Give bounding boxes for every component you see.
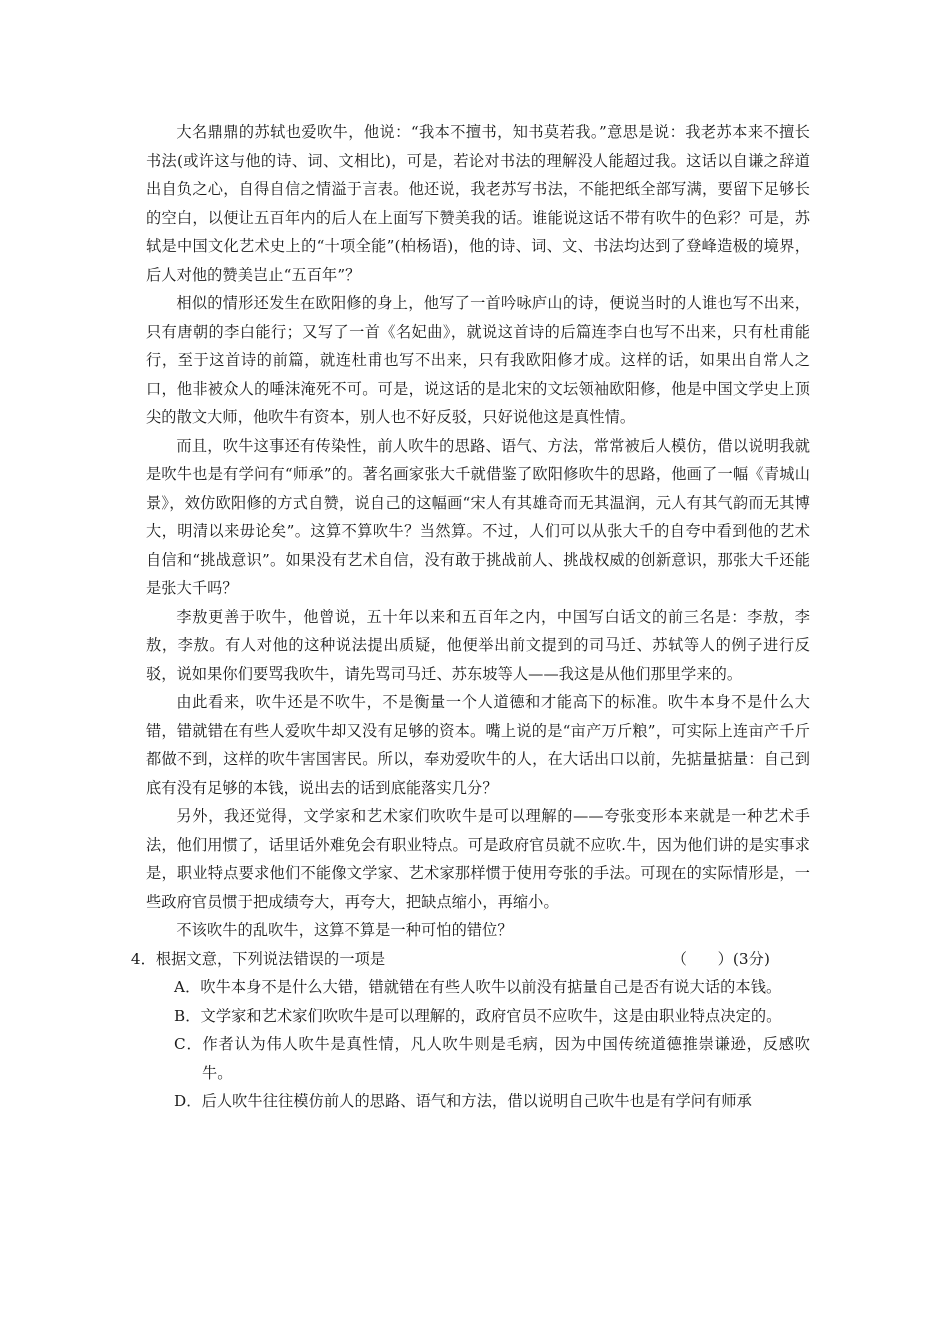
option-b: B．文学家和艺术家们吹吹牛是可以理解的，政府官员不应吹牛，这是由职业特点决定的。	[174, 1006, 782, 1025]
question-stem-row	[130, 945, 810, 974]
paragraph-4: 李敖更善于吹牛，他曾说，五十年以来和五百年之内，中国写白话文的前三名是：李敖，李敖，李敖。有人对他的这种说法提出质疑，他便举出前文提到的司马迁、苏轼等人的例子进行反驳，说如果你们要骂我吹牛，请先骂司马迁、苏东坡等人——我这是从他们那里学来的。	[146, 607, 810, 683]
paragraph-2: 相似的情形还发生在欧阳修的身上，他写了一首吟咏庐山的诗，便说当时的人谁也写不出来，只有唐朝的李白能行；又写了一首《名妃曲》，就说这首诗的后篇连李白也写不出来，只有杜甫能行，至于这首诗的前篇，就连杜甫也写不出来，只有我欧阳修才成。这样的话，如果出自常人之口，他非被众人的唾沫淹死不可。可是，说这话的是北宋的文坛领袖欧阳修，他是中国文学史上顶尖的散文大师，他吹牛有资本，别人也不好反驳，只好说他这是真性情。	[146, 294, 810, 426]
paragraph-5: 由此看来，吹牛还是不吹牛，不是衡量一个人道德和才能高下的标准。吹牛本身不是什么大错，错就错在有些人爱吹牛却又没有足够的资本。嘴上说的是“亩产万斤粮”，可实际上连亩产千斤都做不到，这样的吹牛害国害民。所以，奉劝爱吹牛的人，在大话出口以前，先掂量掂量：自己到底有没有足够的本钱，说出去的话到底能落实几分？	[146, 693, 810, 797]
option-c: C．作者认为伟人吹牛是真性情，凡人吹牛则是毛病，因为中国传统道德推崇谦逊，反感吹牛。	[174, 1035, 810, 1082]
paragraph-1: 大名鼎鼎的苏轼也爱吹牛，他说：“我本不擅书，知书莫若我。”意思是说：我老苏本来不擅长书法(或许这与他的诗、词、文相比)，可是，若论对书法的理解没人能超过我。这话以自谦之辞道出自负之心，自得自信之情溢于言表。他还说，我老苏写书法，不能把纸全部写满，要留下足够长的空白，以便让五百年内的后人在上面写下赞美我的话。谁能说这话不带有吹牛的色彩？可是，苏轼是中国文化艺术史上的“十项全能”(柏杨语)，他的诗、词、文、书法均达到了登峰造极的境界，后人对他的赞美岂止“五百年”？	[146, 123, 810, 284]
paragraph-6: 另外，我还觉得，文学家和艺术家们吹吹牛是可以理解的——夸张变形本来就是一种艺术手法，他们用惯了，话里话外难免会有职业特点。可是政府官员就不应吹.牛，因为他们讲的是实事求是，职业特点要求他们不能像文学家、艺术家那样惯于使用夸张的手法。可现在的实际情形是，一些政府官员惯于把成绩夸大，再夸大，把缺点缩小，再缩小。	[146, 807, 810, 911]
option-a: A．吹牛本身不是什么大错，错就错在有些人吹牛以前没有掂量自己是否有说大话的本钱。	[174, 978, 782, 996]
question-answer-blank: （ ）(3分)	[671, 949, 770, 968]
question-stem: 4．根据文意，下列说法错误的一项是	[130, 949, 386, 968]
paragraph-3: 而且，吹牛这事还有传染性，前人吹牛的思路、语气、方法，常常被后人模仿，借以说明我就是吹牛也是有学问有“师承”的。著名画家张大千就借鉴了欧阳修吹牛的思路，他画了一幅《青城山景》，效仿欧阳修的方式自赞，说自己的这幅画“宋人有其雄奇而无其温润，元人有其气韵而无其博大，明清以来毋论矣”。这算不算吹牛？当然算。不过，人们可以从张大千的自夸中看到他的艺术自信和“挑战意识”。如果没有艺术自信，没有敢于挑战前人、挑战权威的创新意识，那张大千还能是张大千吗？	[146, 436, 810, 597]
option-d: D．后人吹牛往往模仿前人的思路、语气和方法，借以说明自己吹牛也是有学问有师承	[174, 1092, 752, 1110]
article-body	[130, 118, 810, 1116]
question-4	[130, 945, 810, 1116]
paragraph-7: 不该吹牛的乱吹牛，这算不算是一种可怕的错位？	[176, 921, 513, 939]
